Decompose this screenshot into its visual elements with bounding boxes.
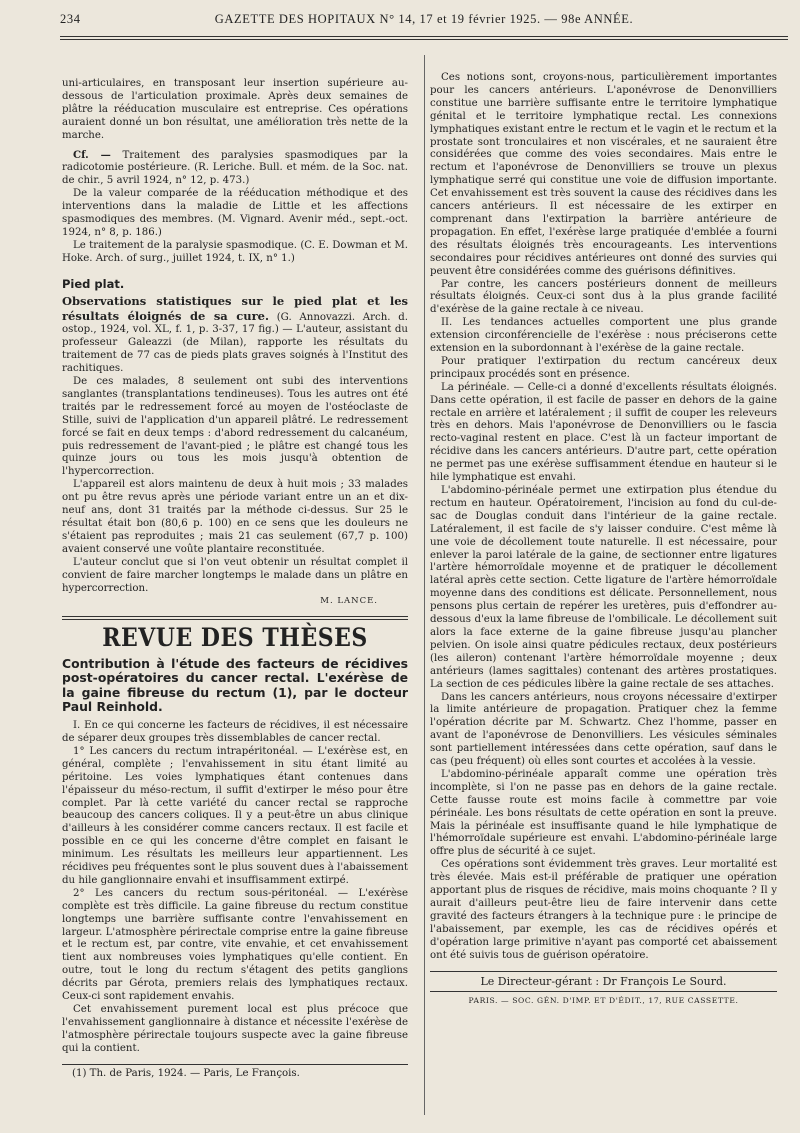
paragraph: II. Les tendances actuelles comportent une plus grande extension circonférencielle de l'exérèse : nous préciserons cette extension en la subordonnant à l'exérèse de la gaine rectale.: [430, 317, 777, 355]
reference-entry: [62, 149, 408, 189]
paragraph: Dans les cancers antérieurs, nous croyons nécessaire d'extirper la limite antérieure de propagation. Pratiquer chez la femme l'opération décrite par M. Schwartz. Chez l'homme, passer en avant de l'aponévrose de Denonvilliers. Les vésicules séminales sont partiellement intéressées dans cette opération, sauf dans le cas (peu fréquent) où elles sont courtes et accolées à la vessie.: [430, 691, 777, 768]
section-rule-double: [62, 619, 408, 620]
paragraph: uni-articulaires, en transposant leur insertion supérieure au-dessous de l'articulation proximale. Après deux semaines de plâtre la rééducation musculaire est entreprise. Ces opérations auraient donné un bon résultat, une amélioration très nette de la marche.: [62, 78, 408, 141]
page-number: 234: [60, 12, 81, 26]
article-text: (G. Annovazzi. Arch. d. ostop., 1924, vol. XL, f. 1, p. 3-37, 17 fig.) — L'auteur, assistant du professeur Galeazzi (de Milan), rapporte les résultats du traitement de 77 cas de pieds plats graves soignés à l'Institut des rachitiques.: [62, 311, 408, 375]
section-subhead: Pied plat.: [62, 276, 125, 291]
author-signature: M. LANCE.: [320, 596, 378, 607]
right-column: [430, 72, 777, 1008]
section-rule: [62, 616, 408, 617]
article-title: Observations statistiques sur le pied plat et les résultats éloignés de sa cure.: [62, 293, 408, 323]
reference-text: Traitement des paralysies spasmodiques par la radicotomie postérieure. (R. Leriche. Bull. et mém. de la Soc. nat. de chir., 5 avril 1924, n° 12, p. 473.): [62, 149, 408, 187]
header-rule: [60, 36, 788, 37]
left-column: [62, 78, 408, 1081]
paragraph: Cet envahissement purement local est plus précoce que l'envahissement ganglionnaire à distance et nécessite l'exérèse de l'atmosphère périrectale toujours suspecte avec la gaine fibreuse qui la contient.: [62, 1004, 408, 1054]
page-header: [60, 10, 788, 30]
revue-des-theses-heading: REVUE DES THÈSES: [102, 623, 368, 654]
paragraph: 1° Les cancers du rectum intrapéritonéal. — L'exérèse est, en général, complète ; l'envahissement in situ étant limité au péritoine. Les voies lymphatiques étant contenues dans l'épaisseur du méso-rectum, il suffit d'extirper le méso pour être complet. Par là cette variété du cancer rectal se rapproche beaucoup des cancers coliques. Il y a peut-être un abus clinique d'ailleurs à les considérer comme cancers rectaux. Il est facile et possible en ce qui les concerne d'être complet en faisant le minimum. Les résultats les meilleurs leur appartiennent. Les récidives peu fréquentes sont le plus souvent dues à l'abaissement du hile ganglionnaire envahi et insuffisamment extirpé.: [62, 745, 408, 886]
paragraph: I. En ce qui concerne les facteurs de récidives, il est nécessaire de séparer deux groupes très dissemblables de cancer rectal.: [62, 720, 408, 744]
reference-entry: Le traitement de la paralysie spasmodique. (C. E. Dowman et M. Hoke. Arch. of surg., juillet 1924, t. IX, n° 1.): [62, 239, 408, 264]
paragraph: Par contre, les cancers postérieurs donnent de meilleurs résultats éloignés. Ceux-ci sont dus à la plus grande facilité d'exérèse de la gaine rectale à ce niveau.: [430, 278, 777, 316]
paragraph: Pour pratiquer l'extirpation du rectum cancéreux deux principaux procédés sont en présence.: [430, 355, 777, 380]
gerant-rule: [430, 971, 777, 993]
directeur-gerant: Le Directeur-gérant : Dr François Le Sourd.: [430, 976, 777, 993]
printer-imprint: PARIS. — SOC. GÉN. D'IMP. ET D'ÉDIT., 17, RUE CASSETTE.: [468, 996, 739, 1006]
header-rule-double: [60, 39, 788, 40]
paragraph: L'appareil est alors maintenu de deux à huit mois ; 33 malades ont pu être revus après une période variant entre un an et dix-neuf ans, dont 31 traités par la méthode ci-dessus. Sur 25 le résultat était bon (80,6 p. 100) en ce sens que les douleurs ne s'étaient pas reproduites ; mais 21 cas seulement (67,7 p. 100) avaient conservé une voûte plantaire reconstituée.: [62, 479, 408, 555]
paragraph: L'auteur conclut que si l'on veut obtenir un résultat complet il convient de faire marcher longtemps le malade dans un plâtre en hypercorrection.: [62, 556, 408, 594]
paragraph: La périnéale. — Celle-ci a donné d'excellents résultats éloignés. Dans cette opération, il est facile de passer en dehors de la gaine rectale en arrière et latéralement ; il suffit de couper les releveurs très en dehors. Mais l'aponévrose de Denonvilliers ou le fascia recto-vaginal restent en place. C'est là un facteur important de récidive dans les cancers antérieurs. D'autre part, cette opération ne permet pas une exérèse suffisamment étendue en hauteur si le hile lymphatique est envahi.: [430, 381, 777, 484]
paragraph: L'abdomino-périnéale permet une extirpation plus étendue du rectum en hauteur. Opératoirement, l'incision au fond du cul-de-sac de Douglas conduit dans l'intérieur de la gaine rectale. Latéralement, il est facile de s'y laisser conduire. C'est même là une voie de décollement toute naturelle. Il est nécessaire, pour enlever la paroi latérale de la gaine, de sectionner entre ligatures l'artère hémorroïdale moyenne et de pratiquer le décollement latéral après cette section. Cette ligature de l'artère hémorroïdale moyenne dans des conditions est délicate. Personnellement, nous pensons plus certain de repérer les uretères, puis d'effondrer au-dessous d'eux la lame fibreuse de l'ombilicale. Le décollement suit alors la face externe de la gaine fibreuse jusqu'au plancher pelvien. On isole ainsi quatre pédicules rectaux, deux postérieurs (les aileron) contenant l'artère hémorroïdale moyenne ; deux antérieurs (lames sagittales) contenant des artères prostatiques. La section de ces pédicules libère la gaine rectale de ses attaches.: [430, 485, 777, 690]
paragraph: L'abdomino-périnéale apparaît comme une opération très incomplète, si l'on ne passe pas en dehors de la gaine rectale. Cette fausse route est moins facile à commettre par voie périnéale. Les bons résultats de cette opération en sont la preuve. Mais la périnéale est insuffisante quand le hile lymphatique de l'hémorroïdale supérieure est envahi. L'abdomino-périnéale large offre plus de sécurité à ce sujet.: [430, 768, 777, 858]
footnote: (1) Th. de Paris, 1924. — Paris, Le François.: [62, 1064, 408, 1081]
paragraph: 2° Les cancers du rectum sous-péritonéal. — L'exérèse complète est très difficile. La gaine fibreuse du rectum constitue longtemps une barrière suffisante contre l'envahissement en largeur. L'atmosphère périrectale comprise entre la gaine fibreuse et le rectum est, par contre, vite envahie, et cet envahissement tient aux nombreuses voies lymphatiques qu'elle contient. En outre, tout le long du rectum s'étagent des petits ganglions décrits par Gérota, premiers relais des lymphatiques rectaux. Ceux-ci sont rapidement envahis.: [62, 887, 408, 1003]
cf-label: Cf. —: [73, 148, 111, 161]
running-title: GAZETTE DES HOPITAUX N° 14, 17 et 19 février 1925. — 98e ANNÉE.: [214, 12, 634, 26]
paragraph: Ces notions sont, croyons-nous, particulièrement importantes pour les cancers antérieurs. L'aponévrose de Denonvilliers constitue une barrière suffisante entre le territoire lymphatique génital et le territoire lymphatique rectal. Les connexions lymphatiques existant entre le rectum et le vagin et le rectum et la prostate sont tronculaires et non viscérales, et ne sauraient être considérées que comme des voies secondaires. Mais entre le rectum et l'aponévrose de Denonvilliers se trouve un plexus lymphatique serré qui constitue une voie de diffusion importante. Cet envahissement est très souvent la cause des récidives dans les cancers antérieurs. Il est nécessaire de les extirper en comprenant dans l'extirpation la barrière antérieure de propagation. En effet, l'exérèse large pratiquée d'emblée a fourni des résultats éloignés très encourageants. Les interventions secondaires pour récidives antérieures ont donné des survies qui peuvent être considérées comme des guérisons définitives.: [430, 72, 777, 277]
column-divider: [424, 55, 425, 1115]
thesis-title: Contribution à l'étude des facteurs de récidives post-opératoires du cancer rectal. L'exérèse de la gaine fibreuse du rectum (1), par le docteur Paul Reinhold.: [62, 656, 408, 714]
paragraph: Ces opérations sont évidemment très graves. Leur mortalité est très élevée. Mais est-il préférable de pratiquer une opération apportant plus de risques de récidive, mais moins choquante ? Il y aurait d'ailleurs peut-être lieu de faire intervenir dans cette gravité des facteurs étrangers à la technique pure : le principe de l'abaissement, par exemple, les cas de récidives opérés et d'opération large primitive n'ayant pas comporté cet abaissement ont été suivis tous de guérison opératoire.: [430, 859, 777, 961]
article-entry: [62, 295, 408, 376]
paragraph: De ces malades, 8 seulement ont subi des interventions sanglantes (transplantations tendineuses). Tous les autres ont été traités par le redressement forcé au moyen de l'ostéoclaste de Stille, suivi de l'application d'un appareil plâtré. Le redressement forcé se fait en deux temps : d'abord redressement du calcanéum, puis redressement de l'avant-pied ; le plâtre est changé tous les quinze jours ou tous les mois jusqu'à obtention de l'hypercorrection.: [62, 376, 408, 478]
reference-entry: De la valeur comparée de la rééducation méthodique et des interventions dans la maladie de Little et les affections spasmodiques des membres. (M. Vignard. Avenir méd., sept.-oct. 1924, n° 8, p. 186.): [62, 188, 408, 238]
